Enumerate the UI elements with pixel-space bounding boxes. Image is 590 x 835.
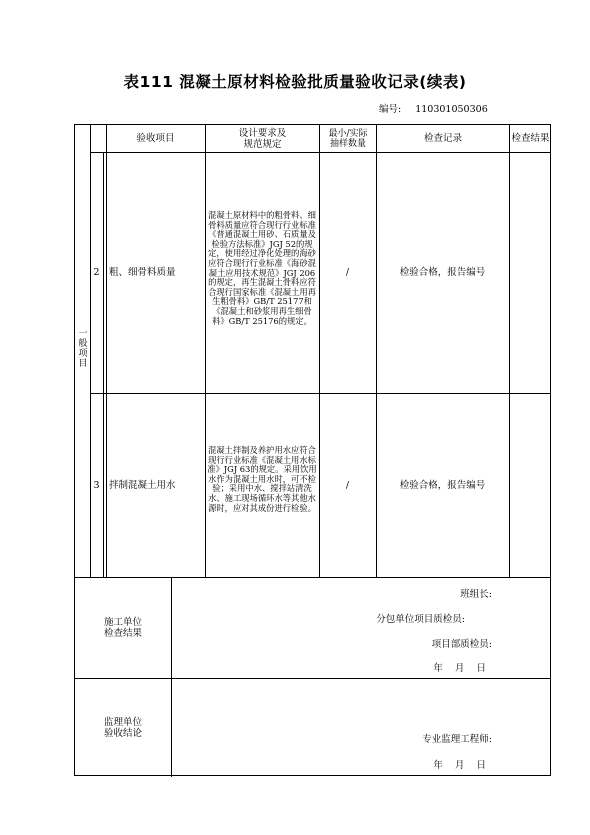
category-label: 一般项目 [78,329,88,369]
row-record: 检验合格，报告编号 [399,479,486,491]
header-record: 检查记录 [423,133,462,144]
header-requirement: 设计要求及 规范规定 [238,127,287,150]
supervision-unit-label: 监理单位 验收结论 [103,716,142,739]
supervision-date: 年 月 日 [433,760,486,771]
page-title: 表111 混凝土原材料检验批质量验收记录(续表) [123,73,467,91]
sub-inspector-label: 分包单位项目质检员: [376,614,465,625]
team-leader-label: 班组长: [460,589,492,600]
construction-unit-label: 施工单位 检查结果 [103,616,142,639]
row-result [509,152,551,393]
header-item: 验收项目 [136,133,175,144]
row-item-name: 拌制混凝土用水 [109,479,176,491]
header-result: 检查结果 [511,133,550,144]
row-sample: / [345,479,350,491]
supervision-engineer-label: 专业监理工程师: [422,734,492,745]
record-number-label: 编号: [379,104,402,115]
row-number: 2 [93,267,100,278]
row-item-name: 粗、细骨料质量 [109,267,176,278]
row-result [509,393,551,577]
construction-date: 年 月 日 [433,663,486,674]
header-sample: 最小/实际 抽样数量 [328,128,368,149]
dept-inspector-label: 项目部质检员: [431,639,492,650]
row-sample: / [345,267,350,278]
record-number [379,101,488,115]
row-requirement: 混凝土原材料中的粗骨料、细骨料质量应符合现行行业标准《普通混凝土用砂、石质量及检验方法标准》JGJ 52的规定，使用经过净化处理的海砂应符合现行行业标准《海砂混凝土应用技术规范》JGJ 206的规定，再生混凝土骨料应符合现行国家标准《混凝土用再生粗骨料》GB/T 25177和《混凝土和砂浆用再生细骨料》GB/T 25176的规定。 [208,210,316,326]
row-record: 检验合格，报告编号 [399,267,486,278]
row-number: 3 [93,479,100,491]
acceptance-table [74,124,551,776]
row-requirement: 混凝土拌制及养护用水应符合现行行业标准《混凝土用水标准》JGJ 63的规定。采用饮用水作为混凝土用水时，可不检验；采用中水、搅拌站清洗水、施工现场循环水等其他水源时，应对其成份进行检验。 [207,445,317,513]
record-number-value: 110301050306 [415,104,488,115]
